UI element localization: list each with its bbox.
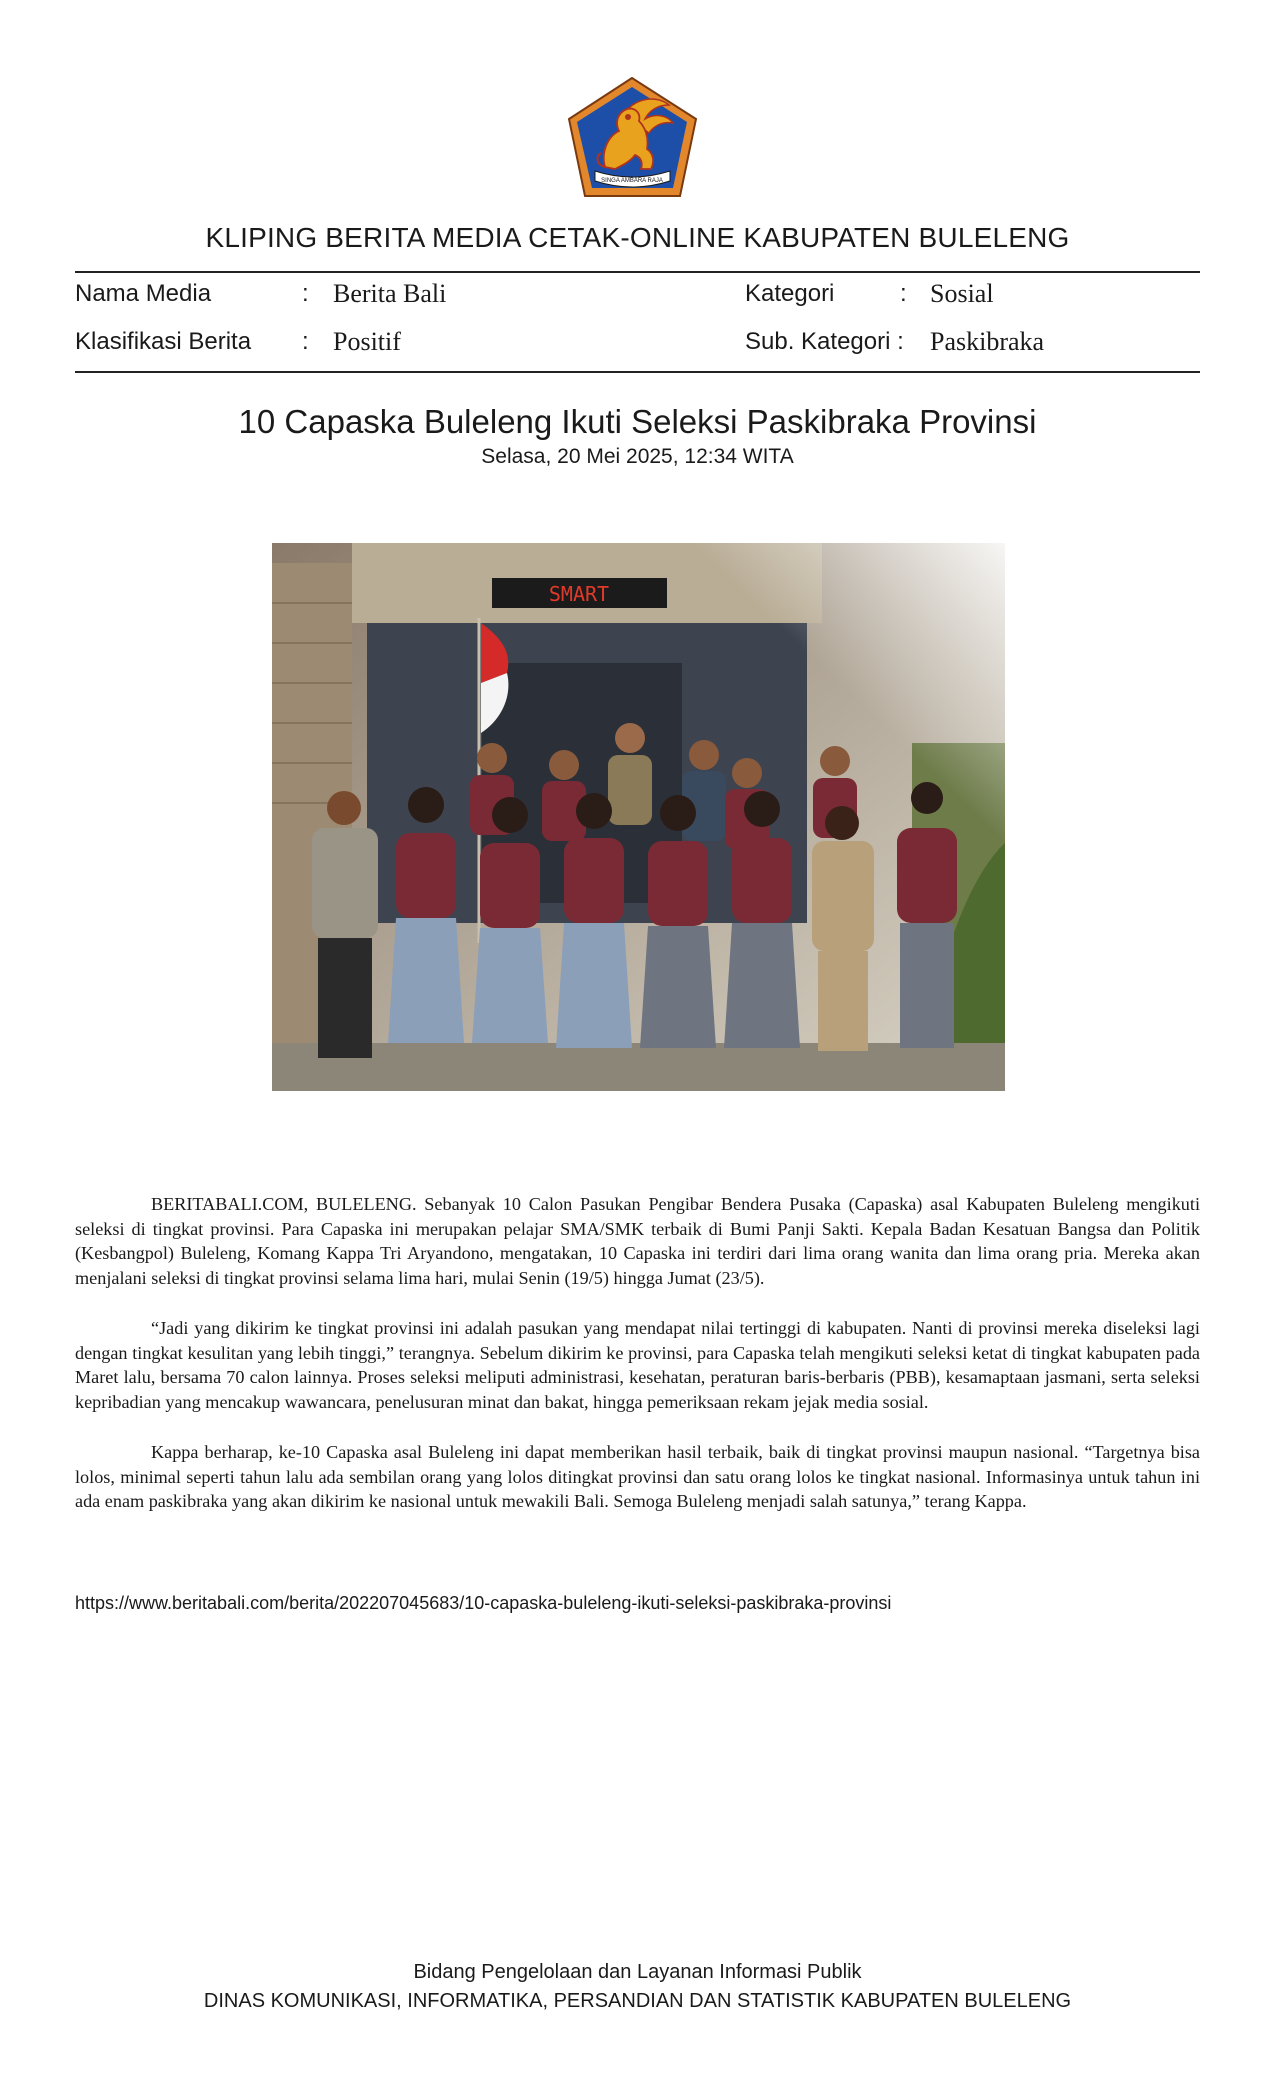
article-photo [272, 543, 1005, 1091]
kategori-value: Sosial [930, 279, 994, 308]
nama-media-value: Berita Bali [333, 279, 447, 308]
source-url: https://www.beritabali.com/berita/202207045683/10-capaska-buleleng-ikuti-seleksi-paskibraka-provinsi [75, 1593, 892, 1613]
nama-media-colon: : [302, 280, 309, 307]
sub-kategori-value: Paskibraka [930, 327, 1045, 356]
buleleng-crest-logo [565, 75, 700, 200]
klasifikasi-label: Klasifikasi Berita [75, 328, 252, 355]
singa-ambara-raja-crest-icon [565, 75, 700, 200]
sub-kategori-label: Sub. Kategori : [745, 328, 904, 355]
article-date: Selasa, 20 Mei 2025, 12:34 WITA [481, 445, 794, 468]
crest-motto: SINGA AMBARA RAJA [601, 178, 663, 184]
header-divider-bottom [75, 371, 1200, 373]
article-title: 10 Capaska Buleleng Ikuti Seleksi Paskibraka Provinsi [238, 403, 1037, 440]
klasifikasi-value: Positif [333, 327, 401, 356]
klasifikasi-colon: : [302, 328, 309, 355]
article-paragraph: Kappa berharap, ke-10 Capaska asal Buleleng ini dapat memberikan hasil terbaik, baik di tingkat provinsi maupun nasional. “Targetnya bisa lolos, minimal seperti tahun lalu ada sembilan orang yang lolos ditingkat provinsi dan satu orang lolos ke tingkat nasional. Informasinya untuk tahun ini ada enam paskibraka yang akan dikirim ke nasional untuk mewakili Bali. Semoga Buleleng menjadi salah satunya,” terang Kappa. [75, 1442, 1200, 1511]
footer-agency: DINAS KOMUNIKASI, INFORMATIKA, PERSANDIAN DAN STATISTIK KABUPATEN BULELENG [203, 1990, 1072, 2012]
article-body [75, 1192, 1200, 1540]
nama-media-label: Nama Media [75, 280, 212, 307]
article-paragraph: “Jadi yang dikirim ke tingkat provinsi ini adalah pasukan yang mendapat nilai tertinggi di kabupaten. Nanti di provinsi mereka diseleksi lagi dengan tingkat kesulitan yang lebih tinggi,” terangnya. Sebelum dikirim ke provinsi, para Capaska telah mengikuti seleksi ketat di tingkat kabupaten pada Maret lalu, bersama 70 calon lainnya. Proses seleksi meliputi administrasi, kesehatan, peraturan baris-berbaris (PBB), kesamaptaan jasmani, serta seleksi kepribadian yang mencakup wawancara, penelusuran minat dan bakat, hingga pemeriksaan rekam jejak media sosial. [75, 1318, 1200, 1412]
header-divider-top [75, 271, 1200, 273]
footer-department: Bidang Pengelolaan dan Layanan Informasi Publik [413, 1961, 862, 1983]
document-header-title: KLIPING BERITA MEDIA CETAK-ONLINE KABUPATEN BULELENG [205, 222, 1070, 253]
led-sign-text: SMART [548, 582, 610, 606]
kategori-colon: : [900, 280, 907, 307]
article-paragraph: BERITABALI.COM, BULELENG. Sebanyak 10 Calon Pasukan Pengibar Bendera Pusaka (Capaska) asal Kabupaten Buleleng mengikuti seleksi di tingkat provinsi. Para Capaska ini merupakan pelajar SMA/SMK terbaik di Bumi Panji Sakti. Kepala Badan Kesatuan Bangsa dan Politik (Kesbangpol) Buleleng, Komang Kappa Tri Aryandono, mengatakan, 10 Capaska ini terdiri dari lima orang wanita dan lima orang pria. Mereka akan menjalani seleksi di tingkat provinsi selama lima hari, mulai Senin (19/5) hingga Jumat (23/5). [75, 1194, 1200, 1288]
kategori-label: Kategori [745, 280, 835, 307]
